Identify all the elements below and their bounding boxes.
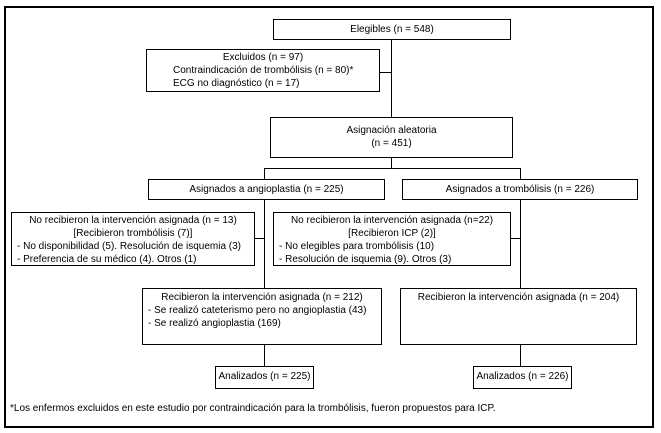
node-not-received-angioplasty-reason-2: - Preferencia de su médico (4). Otros (1) [17,254,197,265]
node-not-received-angioplasty-reason-1: - No disponibilidad (5). Resolución de isquemia (3) [17,241,241,252]
node-excluded-title: Excluidos (n = 97) [222,52,304,63]
node-assigned-angioplasty-label: Asignados a angioplastia (n = 225) [189,184,344,195]
node-analyzed-thrombolysis [473,366,572,389]
connector-right-received-to-analyzed [520,345,521,366]
node-not-received-thrombolysis-reason-2: - Resolución de isquemia (9). Otros (3) [279,254,452,265]
node-analyzed-angioplasty-label: Analizados (n = 225) [218,371,311,382]
node-eligible-label: Elegibles (n = 548) [350,24,434,35]
node-not-received-angioplasty-title: No recibieron la intervención asignada (n = 13) [29,215,237,226]
node-not-received-angioplasty-subtitle: [Recibieron trombólisis (7)] [73,228,193,239]
node-received-angioplasty [142,288,382,345]
connector-left-received-to-analyzed [264,345,265,366]
node-received-angioplasty-detail-2: - Se realizó angioplastia (169) [148,318,281,329]
node-excluded-reason-1: Contraindicación de trombólisis (n = 80)* [173,65,354,76]
node-assigned-thrombolysis-label: Asignados a trombólisis (n = 226) [445,184,595,195]
connector-excluded-branch [380,72,392,73]
node-excluded-reason-2: ECG no diagnóstico (n = 17) [173,78,300,89]
connector-randomized-stub [391,158,392,168]
connector-split-horizontal [264,168,521,169]
connector-split-left-drop [264,168,265,179]
connector-split-right-drop [520,168,521,179]
node-assigned-thrombolysis [402,179,638,200]
node-randomized-count: (n = 451) [371,138,412,149]
node-not-received-thrombolysis-subtitle: [Recibieron ICP (2)] [348,228,436,239]
node-not-received-thrombolysis-reason-1: - No elegibles para trombólisis (10) [279,241,435,252]
connector-left-not-received-branch [254,238,265,239]
node-analyzed-angioplasty [215,366,314,389]
node-received-thrombolysis-title: Recibieron la intervención asignada (n = 204) [417,292,620,303]
node-excluded [146,49,380,92]
node-not-received-thrombolysis [273,212,511,266]
node-not-received-angioplasty [11,212,255,266]
node-randomized-title: Asignación aleatoria [346,125,437,136]
node-eligible [273,19,511,40]
connector-left-assigned-to-received [264,200,265,288]
node-randomized [270,117,513,158]
connector-right-not-received-branch [510,238,521,239]
node-received-angioplasty-title: Recibieron la intervención asignada (n = 212) [161,292,363,303]
connector-right-assigned-to-received [520,200,521,288]
figure-footnote: *Los enfermos excluidos en este estudio por contraindicación para la trombólisis, fueron propuestos para ICP. [10,403,496,414]
node-not-received-thrombolysis-title: No recibieron la intervención asignada (n=22) [290,215,494,226]
node-assigned-angioplasty [148,179,385,200]
connector-eligible-to-randomized [391,40,392,117]
node-received-thrombolysis [400,288,637,345]
node-received-angioplasty-detail-1: - Se realizó cateterismo pero no angioplastia (43) [148,305,367,316]
node-analyzed-thrombolysis-label: Analizados (n = 226) [476,371,569,382]
